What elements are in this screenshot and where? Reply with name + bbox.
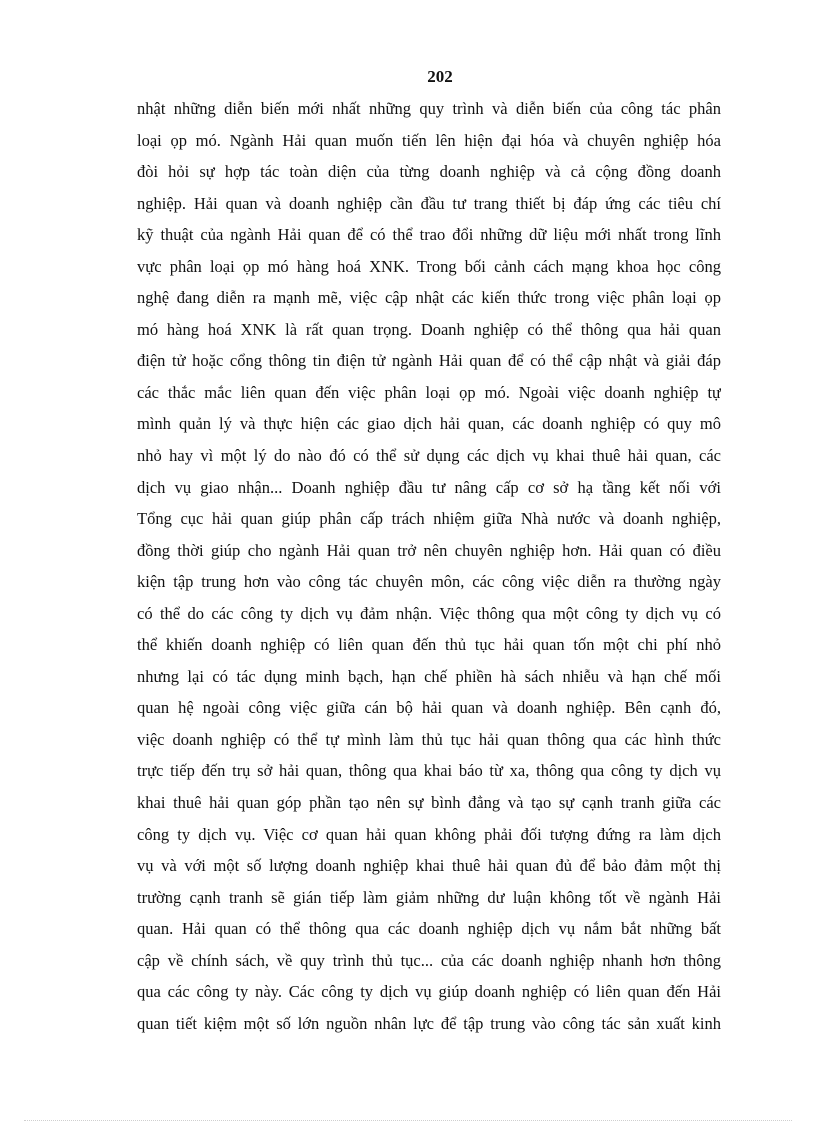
text-line: dịch vụ giao nhận... Doanh nghiệp đầu tư nâng cấp cơ sở hạ tầng kết nối với xyxy=(137,477,721,497)
text-line: thể khiến doanh nghiệp có liên quan đến thủ tục hải quan tốn một chi phí nhỏ xyxy=(137,635,721,655)
text-line: nghệ đang diễn ra mạnh mẽ, việc cập nhật các kiến thức trong việc phân loại ọp xyxy=(137,288,721,308)
text-line: mó hàng hoá XNK là rất quan trọng. Doanh nghiệp có thể thông qua hải quan xyxy=(137,319,721,339)
text-line: khai thuê hải quan góp phần tạo nên sự bình đẳng và tạo sự cạnh tranh giữa các xyxy=(137,793,721,813)
text-line: qua các công ty này. Các công ty dịch vụ giúp doanh nghiệp có liên quan đến Hải xyxy=(137,982,721,1002)
text-line: nhưng lại có tác dụng minh bạch, hạn chế phiền hà sách nhiễu và hạn chế mối xyxy=(137,666,721,686)
text-line: kiện tập trung hơn vào công tác chuyên môn, các công việc diễn ra thường ngày xyxy=(137,572,721,592)
text-line: Tổng cục hải quan giúp phân cấp trách nhiệm giữa Nhà nước và doanh nghiệp, xyxy=(137,509,721,529)
text-line: đồng thời giúp cho ngành Hải quan trở nên chuyên nghiệp hơn. Hải quan có điều xyxy=(137,540,721,560)
text-line: có thể do các công ty dịch vụ đảm nhận. Việc thông qua một công ty dịch vụ có xyxy=(137,603,721,623)
text-line: nhật những diễn biến mới nhất những quy trình và diễn biến của công tác phân xyxy=(137,99,721,118)
text-line: trường cạnh tranh sẽ gián tiếp làm giảm những dư luận không tốt về ngành Hải xyxy=(137,887,721,907)
page-number: 202 xyxy=(427,67,453,86)
text-line: quan. Hải quan có thể thông qua các doanh nghiệp dịch vụ nắm bắt những bất xyxy=(137,919,721,939)
text-line: nghiệp. Hải quan và doanh nghiệp cần đầu tư trang thiết bị đáp ứng các tiêu chí xyxy=(137,193,721,213)
text-line: loại ọp mó. Ngành Hải quan muốn tiến lên hiện đại hóa và chuyên nghiệp hóa xyxy=(137,130,721,150)
page-bottom-rule xyxy=(24,1120,792,1121)
text-line: trực tiếp đến trụ sở hải quan, thông qua khai báo từ xa, thông qua công ty dịch vụ xyxy=(137,761,721,781)
text-line: nhỏ hay vì một lý do nào đó có thể sử dụng các dịch vụ khai thuê hải quan, các xyxy=(137,446,721,466)
text-line: điện tử hoặc cổng thông tin điện tử ngành Hải quan để có thể cập nhật và giải đáp xyxy=(137,351,721,371)
text-line: việc doanh nghiệp có thể tự mình làm thủ tục hải quan thông qua các hình thức xyxy=(137,729,721,749)
text-line: đòi hỏi sự hợp tác toàn diện của từng doanh nghiệp và cả cộng đồng doanh xyxy=(137,162,721,182)
text-line: các thắc mắc liên quan đến việc phân loại ọp mó. Ngoài việc doanh nghiệp tự xyxy=(137,382,721,402)
body-paragraph xyxy=(137,93,721,1039)
text-line: vực phân loại ọp mó hàng hoá XNK. Trong bối cảnh cách mạng khoa học công xyxy=(137,256,721,276)
text-line: cập về chính sách, về quy trình thủ tục... của các doanh nghiệp nhanh hơn thông xyxy=(137,950,721,970)
text-line: mình quản lý và thực hiện các giao dịch hải quan, các doanh nghiệp có quy mô xyxy=(137,414,721,434)
text-line: quan hệ ngoài công việc giữa cán bộ hải quan và doanh nghiệp. Bên cạnh đó, xyxy=(137,698,721,718)
text-line: kỹ thuật của ngành Hải quan để có thể trao đổi những dữ liệu mới nhất trong lĩnh xyxy=(137,225,721,245)
text-line: quan tiết kiệm một số lớn nguồn nhân lực để tập trung vào công tác sản xuất kinh xyxy=(137,1013,721,1033)
text-line: công ty dịch vụ. Việc cơ quan hải quan không phải đối tượng đứng ra làm dịch xyxy=(137,824,721,844)
text-line: vụ và với một số lượng doanh nghiệp khai thuê hải quan đủ để bảo đảm một thị xyxy=(137,856,721,876)
